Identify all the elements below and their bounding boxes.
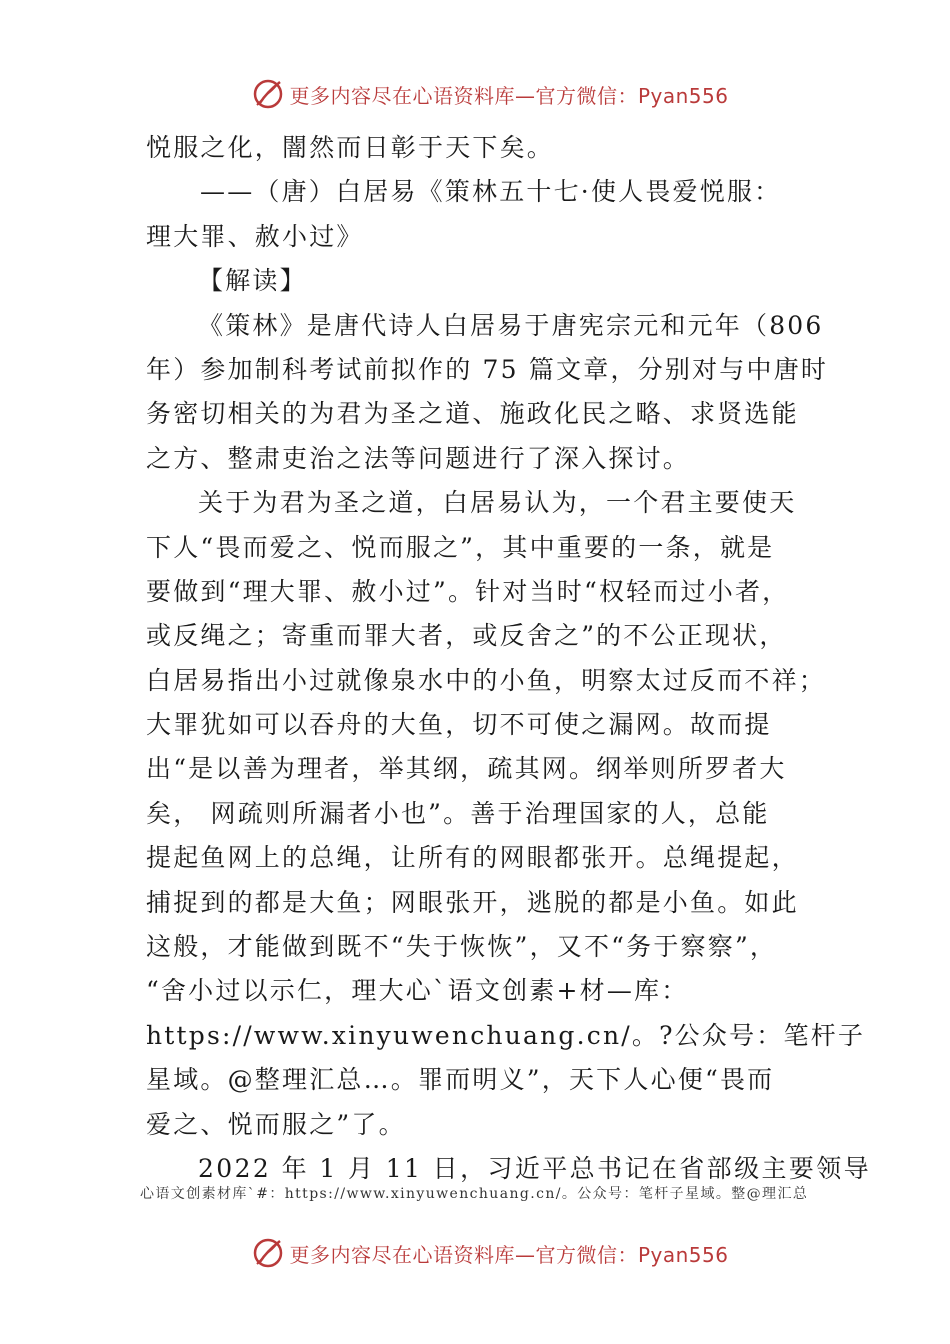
- body-line: “舍小过以示仁，理大心`语文创素+材—库：: [146, 976, 689, 1006]
- body-line: 《策林》是唐代诗人白居易于唐宪宗元和元年（806: [198, 310, 824, 340]
- body-line: 白居易指出小过就像泉水中的小鱼，明察太过反而不祥；: [146, 665, 827, 695]
- citation-line: 理大罪、赦小过》: [146, 221, 364, 251]
- body-line: 星域。@整理汇总…。罪而明义”，天下人心便“畏而: [146, 1065, 775, 1095]
- footer-watermark-note: 心语文创素材库`#：https://www.xinyuwenchuang.cn/。公众号：笔杆子星域。整@理汇总: [140, 1186, 809, 1202]
- body-line: 关于为君为圣之道，白居易认为，一个君主要使天: [198, 488, 797, 518]
- body-line: 捕捉到的都是大鱼；网眼张开，逃脱的都是小鱼。如此: [146, 887, 799, 917]
- body-line: 大罪犹如可以吞舟的大鱼，切不可使之漏网。故而提: [146, 710, 772, 740]
- quill-logo-icon: [251, 1236, 285, 1270]
- body-line: 出“是以善为理者，举其纲，疏其网。纲举则所罗者大: [146, 754, 787, 784]
- body-line: 2022 年 1 月 11 日，习近平总书记在省部级主要领导: [198, 1153, 872, 1183]
- body-line: 提起鱼网上的总绳，让所有的网眼都张开。总绳提起，: [146, 843, 799, 873]
- quill-logo-icon: [251, 77, 285, 111]
- banner-text: 更多内容尽在心语资料库—官方微信：Pyan556: [289, 1242, 729, 1267]
- footer-banner: [0, 1233, 950, 1273]
- section-heading: 【解读】: [198, 266, 307, 296]
- citation-line: ——（唐）白居易《策林五十七·使人畏爱悦服：: [200, 177, 782, 207]
- body-line: 要做到“理大罪、赦小过”。针对当时“权轻而过小者，: [146, 576, 790, 606]
- body-line: 或反绳之；寄重而罪大者，或反舍之”的不公正现状，: [146, 621, 787, 651]
- body-line: 这般，才能做到既不“失于恢恢”，又不“务于察察”，: [146, 932, 778, 962]
- body-line: 爱之、悦而服之”了。: [146, 1109, 406, 1139]
- url-line: https://www.xinyuwenchuang.cn/。?公众号：笔杆子: [146, 1020, 866, 1050]
- body-line: 务密切相关的为君为圣之道、施政化民之略、求贤选能: [146, 399, 799, 429]
- body-line: 之方、整肃吏治之法等问题进行了深入探讨。: [146, 443, 691, 473]
- document-body: [146, 126, 872, 1191]
- body-line: 下人“畏而爱之、悦而服之”，其中重要的一条，就是: [146, 532, 775, 562]
- body-line: 年）参加制科考试前拟作的 75 篇文章，分别对与中唐时: [146, 354, 829, 384]
- body-line: 矣， 网疏则所漏者小也”。善于治理国家的人，总能: [146, 798, 770, 828]
- banner-text: 更多内容尽在心语资料库—官方微信：Pyan556: [289, 83, 729, 108]
- body-line: 悦服之化，闇然而日彰于天下矣。: [146, 133, 555, 162]
- header-banner: [0, 74, 950, 114]
